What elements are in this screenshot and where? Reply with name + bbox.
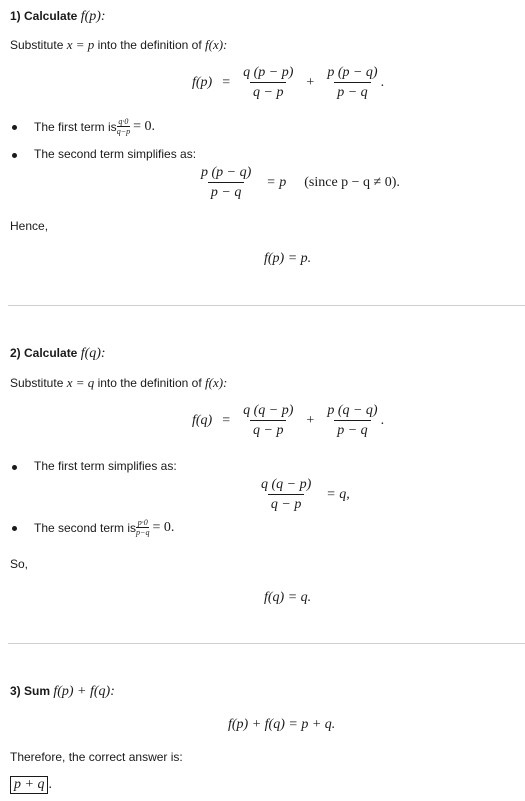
fraction-denominator: p−q — [136, 528, 150, 537]
fraction-numerator: q (p − p) — [243, 65, 294, 80]
fraction-numerator: p (p − q) — [201, 165, 252, 180]
section1-result: f(p) = p. — [264, 251, 312, 266]
section2-heading-math: f(q): — [80, 346, 106, 361]
boxed-answer: p + q — [10, 776, 48, 794]
section3-result: f(p) + f(q) = p + q. — [228, 717, 336, 732]
section2-bullet2 — [34, 519, 174, 537]
section1-heading — [10, 10, 106, 24]
fraction-denominator: p − q — [334, 82, 370, 100]
section1-bullet1 — [34, 118, 155, 136]
fraction-numerator: q (q − p) — [243, 403, 294, 418]
section2-conclusion-label: So, — [10, 557, 29, 571]
section2-intro — [10, 376, 227, 389]
fraction-term-2 — [324, 66, 380, 100]
simplified-fraction — [258, 478, 314, 512]
intro-func: f(x): — [205, 375, 228, 390]
simplified-result: = p — [266, 175, 287, 190]
intro-text: Substitute — [10, 38, 67, 52]
bullet-text: The first term is — [34, 120, 117, 134]
plus-sign: + — [306, 413, 315, 428]
section2-heading — [10, 347, 106, 361]
section3-heading-text: 3) Sum — [10, 684, 54, 698]
bullet-icon — [12, 125, 17, 130]
bullet-icon — [12, 465, 17, 470]
intro-func: f(x): — [205, 37, 228, 52]
bullet-result: = 0. — [133, 119, 155, 134]
fraction-numerator: p (p − q) — [327, 65, 378, 80]
fraction-numerator: p (q − q) — [327, 403, 378, 418]
section-divider — [8, 643, 525, 644]
fraction-term-1 — [240, 66, 296, 100]
section2-simplification — [258, 478, 350, 512]
section3-heading — [10, 685, 115, 699]
fraction-denominator: p − q — [334, 420, 370, 438]
bullet-icon — [12, 153, 17, 158]
intro-text: into the definition of — [94, 376, 205, 390]
simplified-result: = q, — [326, 487, 350, 502]
fraction-denominator: q − p — [250, 82, 286, 100]
section2-bullet1: The first term simplifies as: — [34, 459, 177, 473]
section1-conclusion-label: Hence, — [10, 219, 49, 233]
bullet-icon — [12, 526, 17, 531]
plus-sign: + — [306, 75, 315, 90]
fraction-denominator: q − p — [250, 420, 286, 438]
fraction-numerator: p·0 — [137, 518, 148, 527]
section1-heading-text: 1) Calculate — [10, 9, 81, 23]
fraction-term-2 — [324, 404, 380, 438]
intro-math: x = q — [66, 375, 95, 390]
section2-equation — [192, 404, 384, 438]
equation-lhs: f(p) — [192, 75, 213, 90]
fraction-denominator: q − p — [268, 494, 304, 512]
fraction-denominator: p − q — [208, 182, 244, 200]
equals-sign: = — [222, 75, 231, 90]
fraction-term-1 — [240, 404, 296, 438]
section1-heading-math: f(p): — [80, 9, 106, 24]
fraction-denominator: q−p — [116, 127, 131, 136]
simplification-note: (since p − q ≠ 0). — [304, 175, 400, 190]
intro-math: x = p — [66, 37, 95, 52]
section3-heading-math: f(p) + f(q): — [53, 684, 115, 699]
section2-heading-text: 2) Calculate — [10, 346, 81, 360]
bullet-result: = 0. — [152, 520, 175, 535]
period: . — [380, 413, 385, 428]
final-answer — [10, 776, 52, 794]
equation-lhs: f(q) — [192, 413, 213, 428]
section1-intro — [10, 38, 227, 51]
section-divider — [8, 305, 525, 306]
section1-equation — [192, 66, 384, 100]
section1-bullet2: The second term simplifies as: — [34, 147, 197, 161]
period: . — [48, 777, 52, 792]
section1-simplification — [198, 166, 400, 200]
inline-fraction — [117, 118, 130, 136]
equals-sign: = — [222, 413, 231, 428]
inline-fraction — [136, 519, 149, 537]
simplified-fraction — [198, 166, 254, 200]
intro-text: Substitute — [10, 376, 67, 390]
period: . — [380, 75, 385, 90]
fraction-numerator: q (q − p) — [261, 477, 312, 492]
therefore-text: Therefore, the correct answer is: — [10, 750, 183, 764]
intro-text: into the definition of — [94, 38, 205, 52]
section2-result: f(q) = q. — [264, 590, 312, 605]
bullet-text: The second term is — [34, 521, 137, 535]
fraction-numerator: q·0 — [118, 117, 129, 126]
